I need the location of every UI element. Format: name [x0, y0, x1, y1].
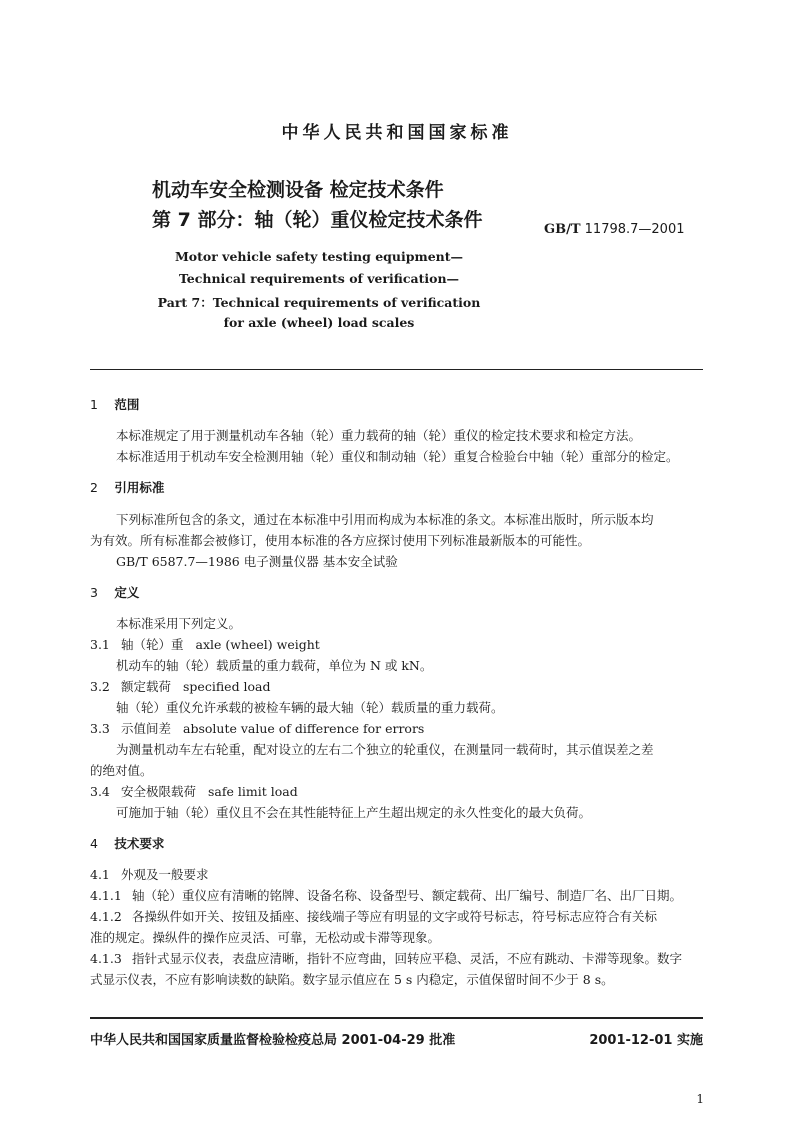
clause-4-1-3 — [90, 948, 682, 969]
normative-reference: GB/T 6587.7—1986 电子测量仪器 基本安全试验 — [116, 554, 398, 569]
page-number: 1 — [696, 1092, 704, 1106]
section-title: 引用标准 — [114, 480, 165, 495]
clause-number: 3.4 — [90, 784, 110, 799]
english-title-line-4: for axle (wheel) load scales — [223, 315, 415, 330]
clause-title: 外观及一般要求 — [121, 867, 209, 882]
term: 额定载荷 — [121, 679, 172, 694]
section-number: 2 — [90, 480, 98, 495]
clause-number: 4.1.3 — [90, 951, 122, 966]
definition-3-4 — [90, 781, 298, 802]
clause-text: 轴（轮）重仪应有清晰的铭牌、设备名称、设备型号、额定载荷、出厂编号、制造厂名、出厂日期。 — [132, 888, 683, 903]
code-prefix: GB/T — [544, 222, 581, 237]
clause-4-1 — [90, 864, 209, 885]
clause-4-1-1 — [90, 885, 682, 906]
clause-number: 4.1.2 — [90, 909, 122, 924]
implementation-date: 2001-12-01 实施 — [589, 1033, 703, 1048]
section-2-para-line-2: 为有效。所有标准都会被修订，使用本标准的各方应探讨使用下列标准最新版本的可能性。 — [90, 533, 591, 548]
section-3-intro: 本标准采用下列定义。 — [116, 616, 242, 631]
section-1-para-2: 本标准适用于机动车安全检测用轴（轮）重仪和制动轴（轮）重复合检验台中轴（轮）重部分的检定。 — [116, 449, 679, 464]
english-title-line-3: Part 7：Technical requirements of verification — [157, 295, 481, 310]
section-title: 技术要求 — [114, 836, 165, 851]
section-number: 1 — [90, 397, 98, 412]
section-title: 定义 — [114, 585, 140, 600]
footer-divider — [90, 1017, 703, 1019]
clause-number: 3.3 — [90, 721, 110, 736]
section-2-para-line-1: 下列标准所包含的条文，通过在本标准中引用而构成为本标准的条文。本标准出版时，所示版本均 — [116, 512, 654, 527]
section-title: 范围 — [114, 397, 140, 412]
definition-3-4-text: 可施加于轴（轮）重仪且不会在其性能特征上产生超出规定的永久性变化的最大负荷。 — [116, 805, 592, 820]
clause-text: 指针式显示仪表，表盘应清晰，指针不应弯曲，回转应平稳、灵活，不应有跳动、卡滞等现象。数字 — [132, 951, 683, 966]
clause-number: 3.1 — [90, 637, 110, 652]
standard-header: 中华人民共和国国家标准 — [281, 123, 513, 143]
clause-number: 4.1.1 — [90, 888, 122, 903]
clause-4-1-3-continued: 式显示仪表，不应有影响读数的缺陷。数字显示值应在 5 s 内稳定，示值保留时间不少于 8 s。 — [90, 972, 614, 987]
clause-4-1-2-continued: 准的规定。操纵件的操作应灵活、可靠，无松动或卡滞等现象。 — [90, 930, 441, 945]
clause-number: 4.1 — [90, 867, 110, 882]
term-english: absolute value of difference for errors — [183, 721, 425, 736]
term-english: specified load — [183, 679, 271, 694]
section-2-heading — [90, 478, 164, 496]
title-line-1: 机动车安全检测设备 检定技术条件 — [152, 179, 444, 201]
term-english: axle (wheel) weight — [195, 637, 320, 652]
section-4-heading — [90, 834, 164, 852]
title-line-2: 第 7 部分：轴（轮）重仪检定技术条件 — [152, 209, 483, 231]
clause-number: 3.2 — [90, 679, 110, 694]
section-number: 4 — [90, 836, 98, 851]
definition-3-3-text-line-2: 的绝对值。 — [90, 763, 153, 778]
definition-3-2-text: 轴（轮）重仪允许承载的被检车辆的最大轴（轮）载质量的重力载荷。 — [116, 700, 504, 715]
approval-line: 中华人民共和国国家质量监督检验检疫总局 2001-04-29 批准 — [90, 1033, 456, 1048]
definition-3-2 — [90, 676, 271, 697]
title-divider — [90, 369, 703, 370]
definition-3-3-text-line-1: 为测量机动车左右轮重，配对设立的左右二个独立的轮重仪，在测量同一载荷时，其示值误差之差 — [116, 742, 654, 757]
section-number: 3 — [90, 585, 98, 600]
definition-3-1-text: 机动车的轴（轮）载质量的重力载荷，单位为 N 或 kN。 — [116, 658, 433, 673]
term: 安全极限载荷 — [121, 784, 197, 799]
code-number: 11798.7—2001 — [584, 222, 685, 237]
term: 轴（轮）重 — [121, 637, 184, 652]
term: 示值间差 — [121, 721, 172, 736]
section-1-para-1: 本标准规定了用于测量机动车各轴（轮）重力载荷的轴（轮）重仪的检定技术要求和检定方法。 — [116, 428, 642, 443]
english-title-line-2: Technical requirements of verification— — [178, 271, 460, 286]
definition-3-1 — [90, 634, 320, 655]
clause-text: 各操纵件如开关、按钮及插座、接线端子等应有明显的文字或符号标志，符号标志应符合有关标 — [132, 909, 658, 924]
term-english: safe limit load — [208, 784, 298, 799]
section-3-heading — [90, 583, 139, 601]
definition-3-3 — [90, 718, 424, 739]
english-title-line-1: Motor vehicle safety testing equipment— — [174, 249, 464, 264]
standard-code — [544, 222, 685, 237]
clause-4-1-2 — [90, 906, 657, 927]
section-1-heading — [90, 395, 139, 413]
